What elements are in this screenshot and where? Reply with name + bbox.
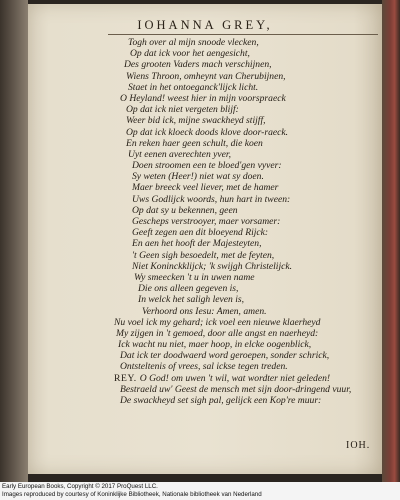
verse-line — [28, 227, 382, 238]
verse-line — [28, 238, 382, 249]
book-page — [28, 4, 382, 474]
verse-line — [28, 127, 382, 138]
verse-line — [28, 149, 382, 160]
verse-line — [28, 182, 382, 193]
verse-line — [28, 59, 382, 70]
verse-text: Geeft zegen aen dit bloeyend Rijck: — [132, 227, 269, 239]
verse-text: Ick wacht nu niet, maer hoop, in elcke oogenblick, — [118, 339, 312, 351]
verse-line — [28, 104, 382, 115]
verse-line — [28, 306, 382, 317]
right-page-edge — [382, 0, 400, 482]
verse-text: Die ons alleen gegeven is, — [138, 283, 239, 295]
verse-text: O Heyland! weest hier in mijn voorspraeck — [120, 92, 286, 104]
verse-line — [28, 37, 382, 48]
verse-line — [28, 138, 382, 149]
verse-line — [28, 384, 382, 395]
running-head: IOHANNA GREY, — [137, 18, 273, 32]
verse-line — [28, 361, 382, 372]
verse-text: Op dat ick kloeck doods klove door-raeck. — [126, 126, 289, 138]
verse-text: Des grooten Vaders mach verschijnen, — [124, 59, 272, 71]
head-rule — [108, 34, 378, 35]
verse-text: Nu voel ick my gehard; ick voel een nieuwe klaerheyd — [114, 316, 321, 328]
verse-line — [28, 205, 382, 216]
verse-line — [28, 261, 382, 272]
verse-text: Uws Godlijck woords, hun hart in tween: — [132, 193, 291, 205]
verse-text: Op dat ick voor het aengesicht, — [130, 48, 250, 60]
verse-line — [28, 194, 382, 205]
verse-text: Wiens Throon, omheynt van Cherubijnen, — [126, 70, 286, 82]
verse-line — [28, 250, 382, 261]
courtesy-line: Images reproduced by courtesy of Koninklijke Bibliotheek, Nationale bibliotheek van Nederland — [2, 491, 262, 498]
verse-line — [28, 350, 382, 361]
verse-text: Op dat sy u bekennen, geen — [132, 204, 238, 216]
verse-text: Uyt eenen averechten yver, — [128, 148, 231, 160]
verse-text: Verhoord ons Iesu: Amen, amen. — [142, 305, 267, 317]
verse-text: Dat ick ter doodwaerd word geroepen, sonder schrick, — [120, 350, 330, 362]
verse-text: 't Geen sigh besoedelt, met de feyten, — [132, 249, 275, 261]
verse-line — [28, 283, 382, 294]
verse-line — [28, 317, 382, 328]
verse-text: Staet in het ontoeganck'lijck licht. — [128, 81, 259, 93]
verse-text: Maer breeck veel liever, met de hamer — [132, 182, 279, 194]
verse-text: En reken haer geen schult, die koen — [126, 137, 263, 149]
verse-line — [28, 82, 382, 93]
verse-line — [28, 216, 382, 227]
copyright-line: Early European Books, Copyright © 2017 ProQuest LLC. — [2, 483, 158, 490]
catchword: IOH. — [346, 440, 371, 451]
copyright-footer — [0, 482, 400, 500]
verse-text: O God! om uwen 't wil, wat wordter niet geleden! — [139, 372, 331, 384]
verse-text: My zijgen in 't gemoed, door alle angst en naerheyd: — [116, 327, 319, 339]
verse-line — [28, 48, 382, 59]
verse-text: Gescheps verstrooyer, maer vorsamer: — [132, 216, 281, 227]
verse-text: Sy weten (Heer!) niet wat sy doen. — [132, 171, 264, 183]
verse-line — [28, 272, 382, 283]
verse-line — [28, 115, 382, 126]
speaker-label: REY. — [114, 372, 137, 384]
verse-text: Togh over al mijn snoode vlecken, — [128, 37, 259, 48]
verse-text: En aen het hooft der Majesteyten, — [132, 238, 262, 250]
verse-text: Niet Koninckklijck; 'k swijgh Christelijck. — [132, 260, 293, 272]
verse-line — [28, 93, 382, 104]
verse-text: Ontsteltenis of vrees, sal ickse tegen treden. — [120, 361, 288, 373]
verse-line — [28, 160, 382, 171]
verse-text: Doen stroomen een te bloed'gen vyver: — [132, 160, 282, 172]
verse-line — [28, 339, 382, 350]
verse-line — [28, 294, 382, 305]
verse-line — [28, 71, 382, 82]
verse-text: Wy smeecken 't u in uwen name — [134, 271, 255, 283]
verse-body — [28, 37, 382, 406]
left-page-edge — [0, 0, 28, 482]
verse-line — [28, 328, 382, 339]
verse-text: Weer bid ick, mijne swackheyd stijff, — [126, 115, 266, 127]
verse-text: In welck het saligh leven is, — [138, 294, 245, 306]
verse-line — [28, 395, 382, 406]
verse-line — [28, 171, 382, 182]
verse-text: Bestraeld uw' Geest de mensch met sijn door-dringend vuur, — [120, 383, 352, 395]
verse-line — [28, 373, 382, 384]
verse-text: Op dat ick niet vergeten blijf: — [126, 104, 239, 116]
verse-text: De swackheyd set sigh pal, gelijck een Kop're muur: — [120, 395, 322, 406]
